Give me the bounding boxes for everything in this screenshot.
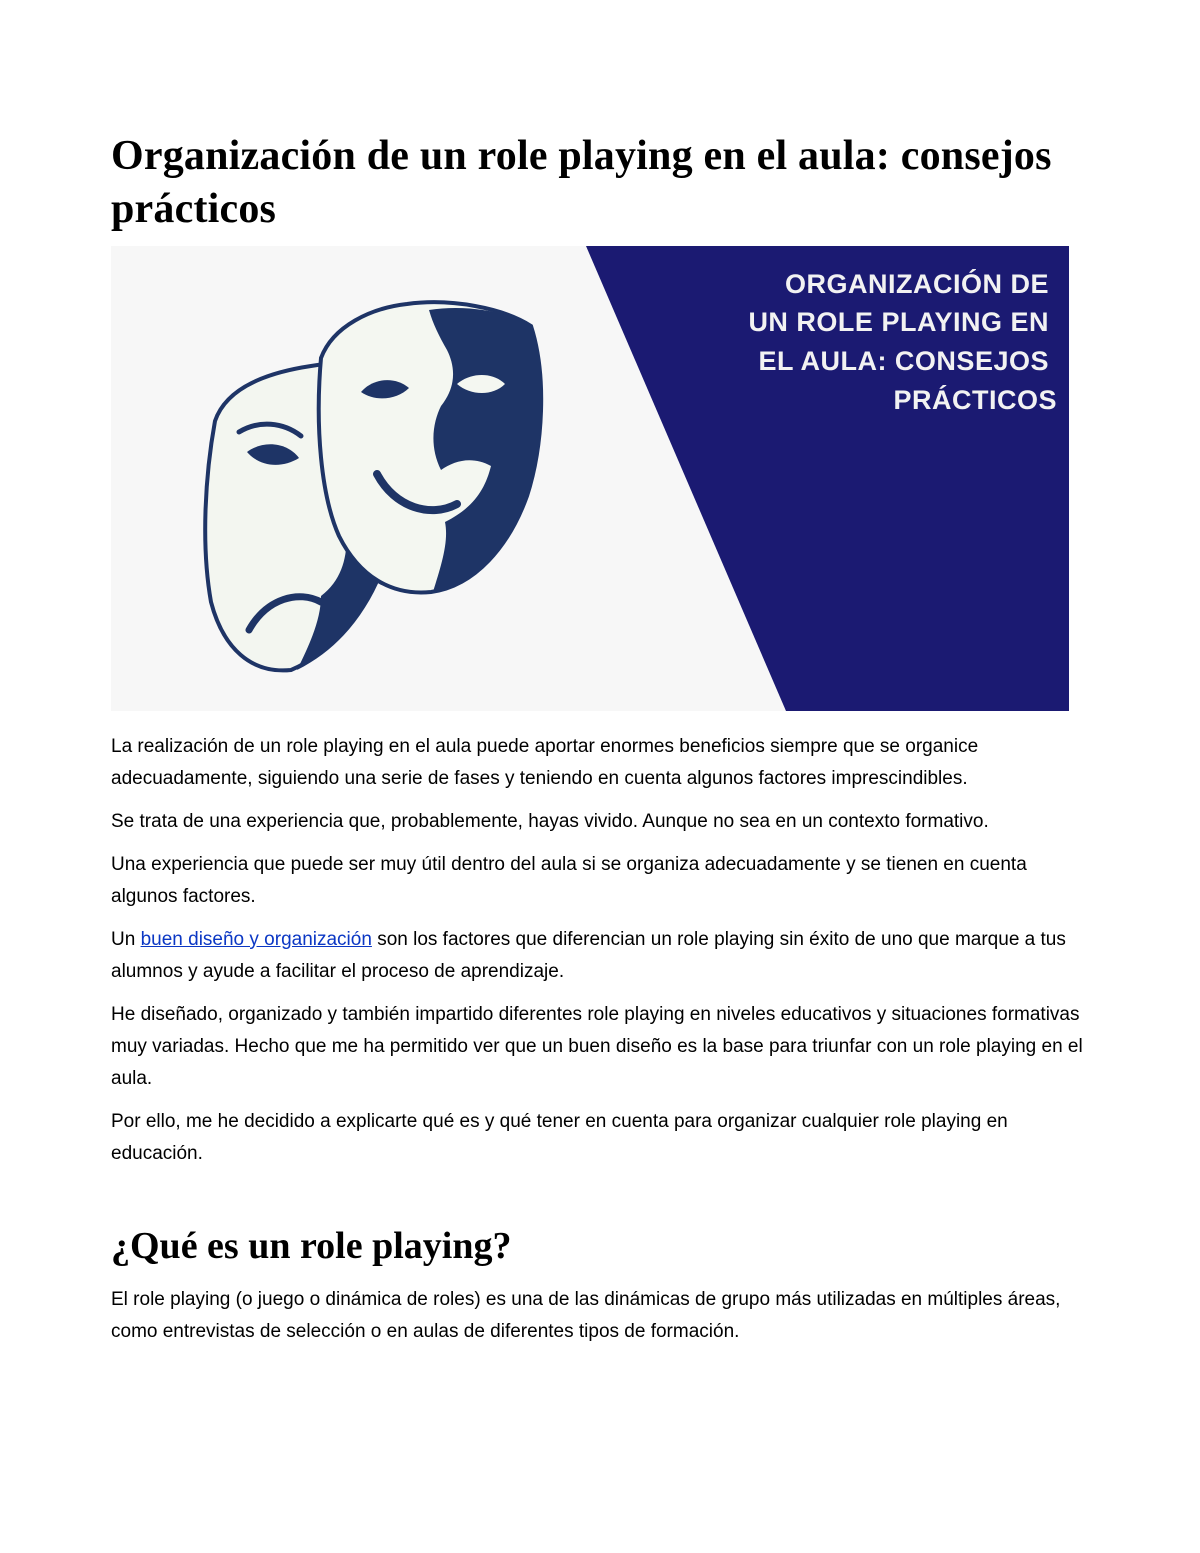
section-heading: ¿Qué es un role playing? — [111, 1225, 512, 1267]
section-paragraph: El role playing (o juego o dinámica de roles) es una de las dinámicas de grupo más utilizadas en múltiples áreas, como entrevistas de selección o en aulas de diferentes tipos de formación. — [111, 1289, 1061, 1342]
body-paragraph-with-link — [111, 924, 1086, 988]
intro-paragraph: La realización de un role playing en el aula puede aportar enormes beneficios siempre que se organice adecuadamente, siguiendo una serie de fases y teniendo en cuenta algunos factores imprescindibles. — [111, 736, 979, 789]
page-title: Organización de un role playing en el aula: consejos prácticos — [111, 133, 1052, 232]
document-page — [111, 130, 1086, 1359]
design-organization-link[interactable]: buen diseño y organización — [140, 929, 372, 950]
hero-heading-line-2: UN ROLE PLAYING EN — [748, 307, 1049, 337]
hero-heading-line-3: EL AULA: CONSEJOS — [758, 346, 1049, 376]
hero-image — [111, 246, 1069, 711]
body-paragraph-5: He diseñado, organizado y también impartido diferentes role playing en niveles educativos y situaciones formativas muy variadas. Hecho que me ha permitido ver que un buen diseño es la base para triunfar con un role playing en el aula. — [111, 1004, 1083, 1089]
body-paragraph-6: Por ello, me he decidido a explicarte qué es y qué tener en cuenta para organizar cualquier role playing en educación. — [111, 1111, 1008, 1164]
hero-heading-line-4: PRÁCTICOS — [893, 385, 1057, 415]
hero-heading-line-1: ORGANIZACIÓN DE — [784, 269, 1049, 299]
link-paragraph-lead: Un — [111, 929, 141, 950]
body-paragraph-2: Se trata de una experiencia que, probablemente, hayas vivido. Aunque no sea en un contexto formativo. — [111, 811, 989, 832]
link-paragraph-rest: son los factores que diferencian un role playing sin éxito de uno que marque a tus alumnos y ayude a facilitar el proceso de aprendizaje. — [111, 929, 1066, 982]
body-paragraph-3: Una experiencia que puede ser muy útil dentro del aula si se organiza adecuadamente y se tienen en cuenta algunos factores. — [111, 854, 1027, 907]
